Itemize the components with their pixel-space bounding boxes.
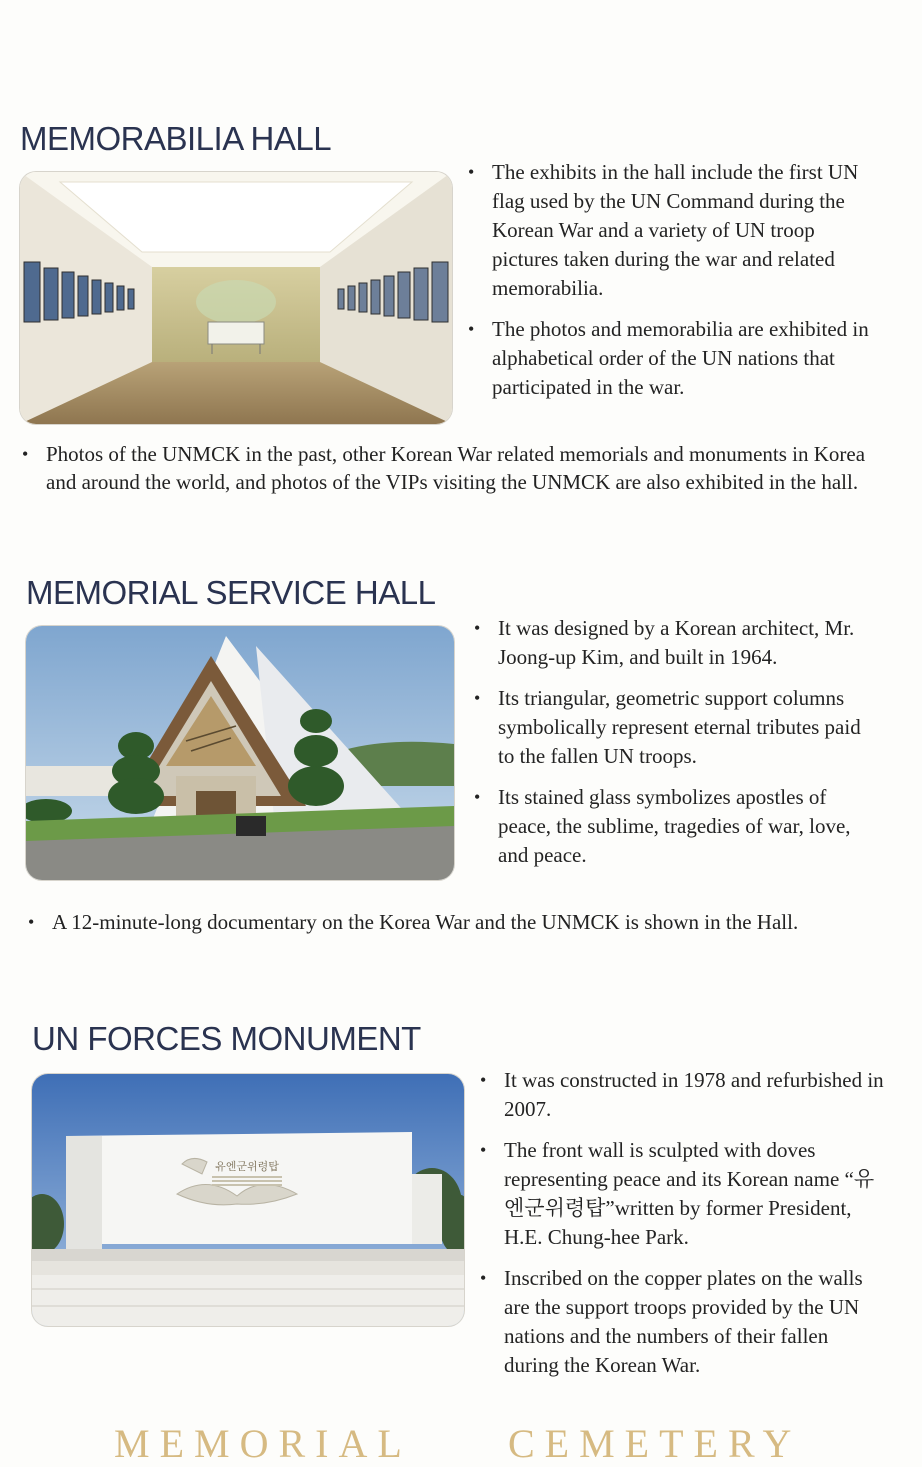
memorial-service-hall-wide-bullet xyxy=(26,908,882,936)
bullet-item: • A 12-minute-long documentary on the Korea War and the UNMCK is shown in the Hall. xyxy=(26,908,882,936)
bullet-item: • It was designed by a Korean architect, Mr. Joong-up Kim, and built in 1964. xyxy=(472,614,882,672)
section-title-memorial-service-hall: MEMORIAL SERVICE HALL xyxy=(26,574,436,611)
memorabilia-hall-bullets xyxy=(466,158,876,411)
section-title-memorabilia-hall: MEMORABILIA HALL xyxy=(20,120,332,157)
footer-memorial: MEMORIAL xyxy=(114,1421,412,1466)
monument-inscription: 유엔군위령탑 xyxy=(215,1160,279,1173)
bullet-item: • Inscribed on the copper plates on the walls are the support troops provided by the UN nations and the numbers of their fallen during the Korean War. xyxy=(478,1264,886,1380)
un-forces-monument-bullets xyxy=(478,1066,886,1389)
memorial-service-hall-photo xyxy=(26,626,454,880)
memorabilia-hall-photo xyxy=(20,172,452,424)
bullet-item: • Photos of the UNMCK in the past, other Korean War related memorials and monuments in Korea and around the world, and photos of the VIPs visiting the UNMCK are also exhibited in the hall. xyxy=(20,440,876,496)
section-title-un-forces-monument: UN FORCES MONUMENT xyxy=(32,1020,421,1057)
footer-cemetery: CEMETERY xyxy=(508,1421,802,1466)
bullet-item: • It was constructed in 1978 and refurbished in 2007. xyxy=(478,1066,886,1124)
bullet-item: • The photos and memorabilia are exhibited in alphabetical order of the UN nations that participated in the war. xyxy=(466,315,876,402)
un-forces-monument-photo xyxy=(32,1074,464,1326)
memorial-service-hall-bullets xyxy=(472,614,882,879)
bullet-item: • Its stained glass symbolizes apostles of peace, the sublime, tragedies of war, love, and peace. xyxy=(472,783,882,870)
bullet-item: • The exhibits in the hall include the first UN flag used by the UN Command during the Korean War and a variety of UN troop pictures taken during the war and related memorabilia. xyxy=(466,158,876,303)
bullet-item: • The front wall is sculpted with doves representing peace and its Korean name “유엔군위령탑”written by former President, H.E. Chung-hee Park. xyxy=(478,1136,886,1252)
memorabilia-hall-wide-bullet xyxy=(20,440,876,496)
bullet-item: • Its triangular, geometric support columns symbolically represent eternal tributes paid to the fallen UN troops. xyxy=(472,684,882,771)
